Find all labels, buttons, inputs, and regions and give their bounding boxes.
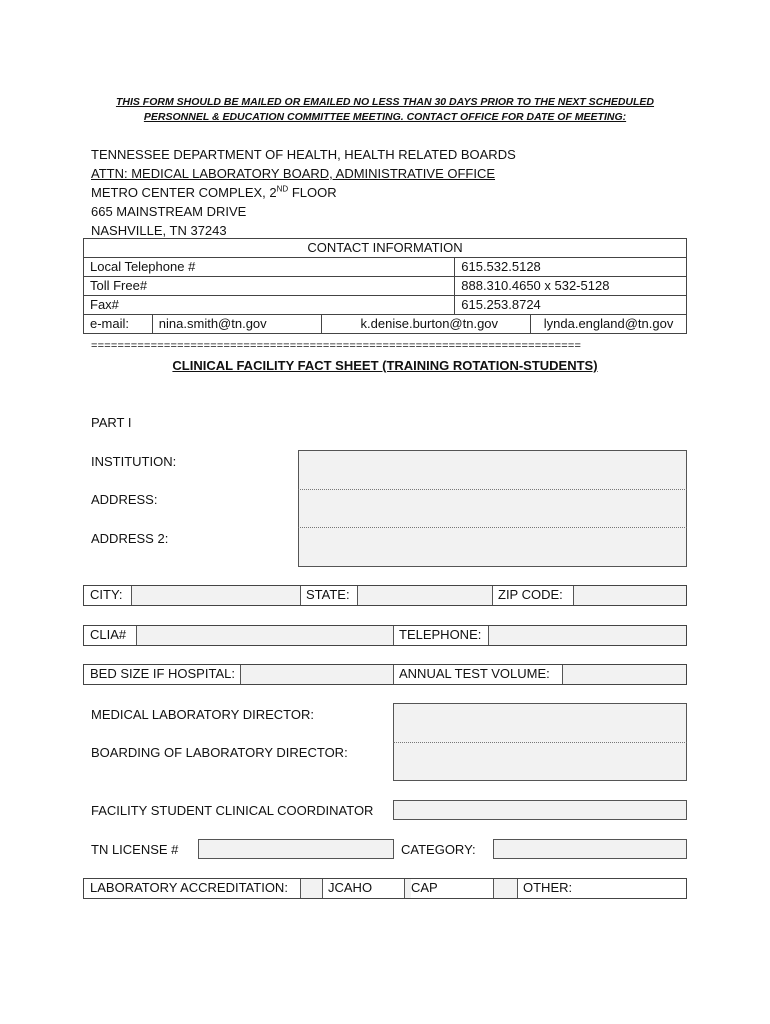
contact-label-email: e-mail: [84, 315, 153, 334]
annual-volume-input[interactable] [562, 665, 686, 684]
city-input[interactable] [131, 586, 301, 605]
contact-header: CONTACT INFORMATION [84, 239, 687, 258]
address-line-4: 665 MAINSTREAM DRIVE [91, 204, 247, 219]
address-line-3-floor: FLOOR [288, 185, 337, 200]
mailing-notice-line-1: THIS FORM SHOULD BE MAILED OR EMAILED NO LESS THAN 30 DAYS PRIOR TO THE NEXT SCHEDULED [115, 96, 655, 108]
tn-license-label: TN LICENSE # [91, 842, 179, 857]
part-label: PART I [91, 415, 132, 430]
bed-size-volume-row [83, 664, 687, 685]
boarding-director-input[interactable] [393, 742, 687, 781]
bed-size-label: BED SIZE IF HOSPITAL: [90, 666, 235, 681]
address-line-1: TENNESSEE DEPARTMENT OF HEALTH, HEALTH RELATED BOARDS [91, 147, 516, 162]
state-input[interactable] [357, 586, 493, 605]
contact-email-3[interactable]: lynda.england@tn.gov [531, 315, 687, 334]
category-input[interactable] [493, 839, 687, 859]
contact-email-2[interactable]: k.denise.burton@tn.gov [322, 315, 531, 334]
address2-input[interactable] [298, 527, 687, 567]
city-state-zip-row [83, 585, 687, 606]
city-label: CITY: [90, 587, 123, 602]
separator-line: ========================================================================== [91, 340, 582, 352]
address-line-5: NASHVILLE, TN 37243 [91, 223, 227, 238]
bed-size-input[interactable] [240, 665, 394, 684]
jcaho-label: JCAHO [328, 880, 373, 895]
address-line-3 [91, 183, 337, 202]
contact-email-1[interactable]: nina.smith@tn.gov [152, 315, 322, 334]
contact-value-local-phone: 615.532.5128 [455, 258, 687, 277]
category-label: CATEGORY: [401, 842, 476, 857]
zip-label: ZIP CODE: [498, 587, 563, 602]
accreditation-row [83, 878, 687, 899]
coordinator-label: FACILITY STUDENT CLINICAL COORDINATOR [91, 803, 374, 818]
contact-label-local-phone: Local Telephone # [84, 258, 455, 277]
address-label: ADDRESS: [91, 492, 158, 507]
coordinator-input[interactable] [393, 800, 687, 820]
cap-checkbox[interactable] [493, 879, 518, 898]
telephone-label: TELEPHONE: [399, 627, 482, 642]
boarding-director-label: BOARDING OF LABORATORY DIRECTOR: [91, 745, 348, 760]
telephone-input[interactable] [488, 626, 686, 645]
other-label: OTHER: [523, 880, 573, 895]
cap-label: CAP [404, 879, 494, 898]
mailing-notice-line-2: PERSONNEL & EDUCATION COMMITTEE MEETING. CONTACT OFFICE FOR DATE OF MEETING: [143, 111, 627, 123]
institution-label: INSTITUTION: [91, 454, 177, 469]
med-lab-director-input[interactable] [393, 703, 687, 743]
address-line-2: ATTN: MEDICAL LABORATORY BOARD, ADMINISTRATIVE OFFICE [91, 166, 496, 181]
tn-license-input[interactable] [198, 839, 394, 859]
med-lab-director-label: MEDICAL LABORATORY DIRECTOR: [91, 707, 314, 722]
jcaho-checkbox[interactable] [300, 879, 323, 898]
clia-label: CLIA# [90, 627, 127, 642]
form-title: CLINICAL FACILITY FACT SHEET (TRAINING ROTATION-STUDENTS) [172, 358, 598, 373]
contact-value-toll-free: 888.310.4650 x 532-5128 [455, 277, 687, 296]
address-line-3-text: METRO CENTER COMPLEX, 2 [91, 185, 277, 200]
institution-input[interactable] [298, 450, 687, 490]
contact-label-fax: Fax# [84, 296, 455, 315]
clia-telephone-row [83, 625, 687, 646]
accreditation-label: LABORATORY ACCREDITATION: [90, 880, 288, 895]
address-floor-superscript: ND [276, 184, 289, 194]
zip-input[interactable] [573, 586, 686, 605]
contact-label-toll-free: Toll Free# [84, 277, 455, 296]
address-input[interactable] [298, 489, 687, 528]
state-label: STATE: [306, 587, 350, 602]
contact-value-fax: 615.253.8724 [455, 296, 687, 315]
annual-volume-label: ANNUAL TEST VOLUME: [399, 666, 550, 681]
clia-input[interactable] [136, 626, 394, 645]
contact-info-table [83, 238, 687, 334]
address2-label: ADDRESS 2: [91, 531, 169, 546]
